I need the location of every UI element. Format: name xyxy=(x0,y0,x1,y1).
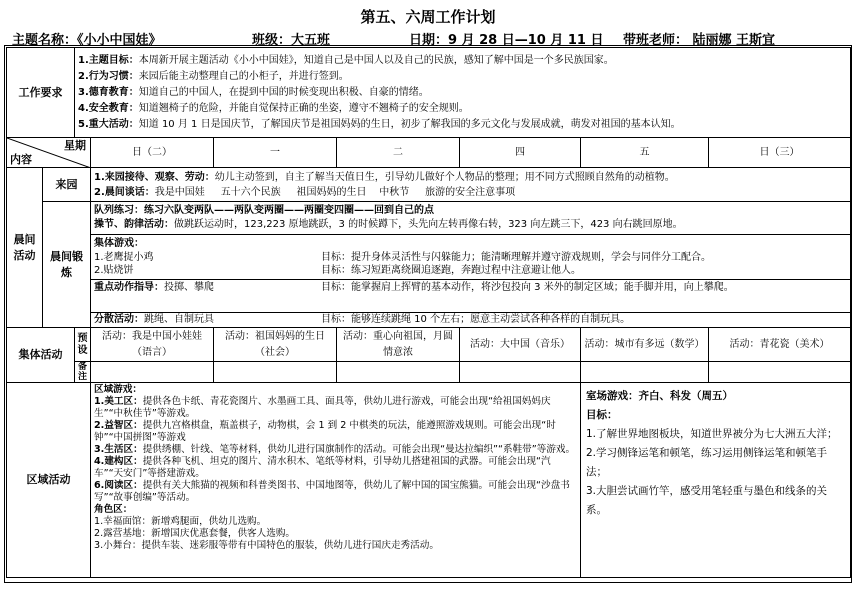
plan-label: 预设 xyxy=(75,328,91,362)
group-activity-item: 活动：我是中国小娃娃（语言） xyxy=(91,328,214,362)
group-activity-item: 活动：大中国（音乐） xyxy=(460,328,581,362)
outdoor-games-content xyxy=(581,383,851,578)
morning-activity-label: 晨间活动 xyxy=(7,168,43,328)
day-header: 四 xyxy=(460,138,581,168)
area-activity-row xyxy=(7,383,851,578)
exercise-content xyxy=(91,202,851,313)
corner-weekday-label: 星期 xyxy=(64,139,86,152)
key-move-block xyxy=(91,280,850,296)
work-req-content xyxy=(75,48,851,138)
outdoor-goal: 2.学习侧锋运笔和顿笔，练习运用侧锋运笔和顿笔手法； xyxy=(586,447,828,478)
group-game-block xyxy=(91,235,850,280)
group-game-title: 集体游戏： xyxy=(94,238,144,249)
teachers: 带班老师： 陆丽娜 王斯宜 xyxy=(623,33,776,48)
day-header: 一 xyxy=(214,138,337,168)
work-req-item: 5.重大活动：知道 10 月 1 日是国庆节，了解国庆节是祖国妈妈的生日，初步了解我国的多元文化与发展成就，萌发对祖国的基本认知。 xyxy=(78,118,681,130)
day-header: 二 xyxy=(337,138,460,168)
area-item: 2.益智区：提供九宫格棋盘，瓶盖棋子，动物棋，会 1 到 2 中棋类的玩法，能遵照游戏规则。可能会出现“时钟”“中国拼图”等游戏 xyxy=(94,420,556,443)
class-name: 班级：大五班 xyxy=(252,33,331,48)
exercise-row xyxy=(7,202,851,313)
outdoor-games-title: 室场游戏：齐白、科发（周五） xyxy=(586,390,733,402)
arrival-content xyxy=(91,168,851,202)
work-req-label: 工作要求 xyxy=(7,48,75,138)
note-cell xyxy=(214,362,337,383)
exercise-label: 晨间锻炼 xyxy=(43,202,91,328)
date-range: 日期：9 月 28 日—10 月 11 日 xyxy=(409,33,604,48)
area-item: 1.美工区：提供各色卡纸、青花瓷图片、水墨画工具、面具等，供幼儿进行游戏，可能会出现“给祖国妈妈庆生”“中秋佳节”等游戏。 xyxy=(94,396,551,419)
role-item: 3.小舞台：提供车装、迷彩服等带有中国特色的服装，供幼儿进行国庆走秀活动。 xyxy=(94,540,439,551)
arrival-row xyxy=(7,168,851,202)
note-cell xyxy=(460,362,581,383)
outdoor-goal: 3.大胆尝试画竹竿，感受用笔轻重与墨色和线条的关系。 xyxy=(586,485,828,516)
game-row: 2.贴烧饼 目标：练习短距离绕圈追逐跑，奔跑过程中注意避让他人。 xyxy=(94,265,581,276)
group-activity-item: 活动：青花瓷（美术） xyxy=(709,328,851,362)
area-games-title: 区域游戏： xyxy=(94,384,142,395)
role-item: 1.幸福面馆：新增鸡腿面，供幼儿选购。 xyxy=(94,516,267,527)
rhythm-activity: 操节、韵律活动：做跳跃运动时，123,223 原地跳跃，3 的时候蹲下，头先向左转再像右转，323 向左跳三下，423 向右跳回原地。 xyxy=(94,219,683,230)
day-header: 五 xyxy=(581,138,709,168)
arrival-label: 来园 xyxy=(43,168,91,202)
queue-practice: 队列练习：练习六队变两队——两队变两圈——两圈变四圈——回到自己的点 xyxy=(94,205,434,216)
note-label: 备注 xyxy=(75,362,91,383)
area-activity-label: 区域活动 xyxy=(7,383,91,578)
split-activity-row xyxy=(7,313,851,328)
work-req-item: 2.行为习惯：来园后能主动整理自己的小柜子，并进行签到。 xyxy=(78,70,349,82)
work-req-item: 3.德育教育：知道自己的中国人，在提到中国的时候变现出积极、自豪的情绪。 xyxy=(78,86,429,98)
arrival-line: 1.来园接待、观察、劳动：幼儿主动签到，自主了解当天值日生，引导幼儿做好个人物品的整理；用不同方式照顾自然角的动植物。 xyxy=(94,171,675,183)
group-note-row xyxy=(7,362,851,383)
morning-talk-line: 2.晨间谈话：我是中国娃 五十六个民族 祖国妈妈的生日 中秋节 旅游的安全注意事项 xyxy=(94,186,516,198)
weekday-corner xyxy=(7,138,91,168)
weekday-row xyxy=(7,138,851,168)
plan-header xyxy=(12,27,844,47)
key-move-row: 重点动作指导：投掷、攀爬 目标：能掌握肩上挥臂的基本动作，将沙包投向 3 米外的制定区域；能手脚并用，向上攀爬。 xyxy=(94,282,734,293)
day-header: 日（三） xyxy=(709,138,851,168)
game-row: 1.老鹰捉小鸡 目标：提升身体灵活性与闪躲能力；能清晰理解并遵守游戏规则，学会与同伴分工配合。 xyxy=(94,252,711,263)
outdoor-goal-label: 目标： xyxy=(586,409,618,421)
plan-table xyxy=(6,47,851,578)
note-cell xyxy=(709,362,851,383)
page-title: 第五、六周工作计划 xyxy=(360,8,496,26)
role-item: 2.露营基地：新增国庆优惠套餐，供客人选购。 xyxy=(94,528,296,539)
group-activity-row xyxy=(7,328,851,362)
group-activity-item: 活动：重心向祖国，月圆情意浓 xyxy=(337,328,460,362)
day-header: 日（二） xyxy=(91,138,214,168)
outdoor-goal: 1.了解世界地图板块，知道世界被分为七大洲五大洋； xyxy=(586,428,838,440)
area-item: 4.建构区：提供各种飞机、坦克的图片、清水积木、笔纸等材料，引导幼儿搭建祖国的武器。可能会出现“汽车”“天安门”等搭建游戏。 xyxy=(94,456,551,479)
work-req-item: 1.主题目标：本周新开展主题活动《小小中国娃》，知道自己是中国人以及自己的民族，感知了解中国是一个多民族国家。 xyxy=(78,54,614,66)
corner-content-label: 内容 xyxy=(10,153,32,166)
work-requirements-row xyxy=(7,48,851,138)
role-area-title: 角色区： xyxy=(94,504,133,515)
split-activity-content: 分散活动：跳绳、自制玩具 目标：能够连续跳绳 10 个左右；愿意主动尝试各种各样的自制玩具。 xyxy=(91,313,851,328)
area-item: 3.生活区：提供绣棚、针线、笔等材料，供幼儿进行国旗制作的活动。可能会出现“曼达拉编织”“系鞋带”等游戏。 xyxy=(94,444,576,455)
group-activity-item: 活动：城市有多远（数学） xyxy=(581,328,709,362)
area-item: 6.阅读区：提供有关大熊猫的视频和科普类图书、中国地图等，供幼儿了解中国的国宝熊猫。可能会出现“沙盘书写”“故事创编”等活动。 xyxy=(94,480,570,503)
queue-rhythm-block xyxy=(91,202,850,235)
work-req-item: 4.安全教育：知道翘椅子的危险，并能自觉保持正确的坐姿，遵守不翘椅子的安全规则。 xyxy=(78,102,469,114)
note-cell xyxy=(337,362,460,383)
group-activity-label: 集体活动 xyxy=(7,328,75,383)
area-games-content xyxy=(91,383,581,578)
group-activity-item: 活动：祖国妈妈的生日（社会） xyxy=(214,328,337,362)
theme-name: 主题名称：《小小中国娃》 xyxy=(12,33,162,48)
note-cell xyxy=(91,362,214,383)
note-cell xyxy=(581,362,709,383)
